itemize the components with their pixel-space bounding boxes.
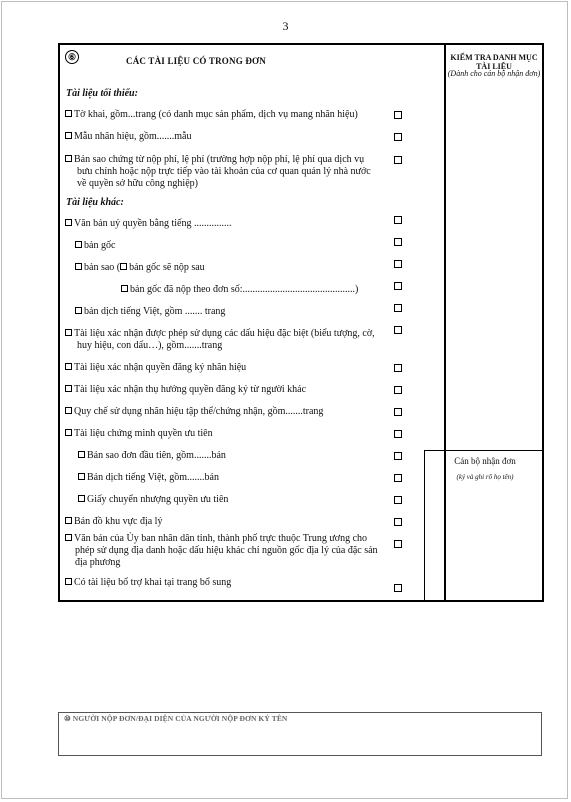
check-poa-copy[interactable]	[394, 260, 402, 268]
item-mark-sample: Mẫu nhãn hiệu, gồm.......mẫu	[65, 131, 191, 143]
item-map: Bản đồ khu vực địa lý	[65, 516, 162, 528]
applicant-signature-box[interactable]	[58, 712, 542, 756]
check-power-of-attorney[interactable]	[394, 216, 402, 224]
checkbox[interactable]	[65, 219, 72, 226]
item-supplement: Có tài liệu bổ trợ khai tại trang bổ sung	[65, 577, 231, 589]
receiver-signature-box[interactable]	[424, 450, 544, 600]
checkbox[interactable]	[75, 263, 82, 270]
check-priority[interactable]	[394, 430, 402, 438]
page-number: 3	[282, 19, 289, 33]
item-registration-right: Tài liệu xác nhận quyền đăng ký nhãn hiệu	[65, 362, 246, 374]
checkbox[interactable]	[78, 451, 85, 458]
check-priority-translation[interactable]	[394, 474, 402, 482]
item-assignment: Tài liệu xác nhận thụ hưởng quyền đăng ký từ người khác	[65, 384, 306, 396]
item-poa-translation: bản dịch tiếng Việt, gồm ....... trang	[75, 306, 225, 318]
checkbox[interactable]	[78, 473, 85, 480]
check-permission[interactable]	[394, 540, 402, 548]
checkbox[interactable]	[65, 363, 72, 370]
item-permission: Văn bản của Ủy ban nhân dân tỉnh, thành phố trực thuộc Trung ương cho phép sử dụng địa danh hoặc dấu hiệu khác chỉ nguồn gốc địa lý của đặc sản địa phương	[65, 533, 378, 569]
check-mark-sample[interactable]	[394, 133, 402, 141]
item-special-signs: Tài liệu xác nhận được phép sử dụng các dấu hiệu đặc biệt (biểu tượng, cờ, huy hiệu, con dấu…), gồm.......trang	[65, 328, 375, 352]
checkbox[interactable]	[65, 329, 72, 336]
item-priority-translation: Bản dịch tiếng Việt, gồm.......bản	[78, 472, 219, 484]
item-priority-copy: Bản sao đơn đầu tiên, gồm.......bản	[78, 450, 226, 462]
checkbox[interactable]	[65, 429, 72, 436]
check-column-title: KIỂM TRA DANH MỤC TÀI LIỆU	[450, 53, 538, 71]
check-supplement[interactable]	[394, 584, 402, 592]
check-assignment[interactable]	[394, 386, 402, 394]
minimum-documents-label: Tài liệu tối thiểu:	[66, 88, 138, 99]
check-fee-receipt[interactable]	[394, 156, 402, 164]
checkbox[interactable]	[65, 110, 72, 117]
item-poa-original: bản gốc	[75, 240, 115, 252]
check-poa-copy-filed[interactable]	[394, 282, 402, 290]
check-special-signs[interactable]	[394, 326, 402, 334]
item-poa-copy: bản sao ( bản gốc sẽ nộp sau	[75, 262, 205, 274]
checkbox[interactable]	[65, 517, 72, 524]
documents-section	[58, 43, 544, 602]
checkbox[interactable]	[121, 285, 128, 292]
checkbox[interactable]	[65, 385, 72, 392]
item-regulation: Quy chế sử dụng nhãn hiệu tập thể/chứng nhận, gồm.......trang	[65, 406, 323, 418]
receiver-note: (ký và ghi rõ họ tên)	[456, 473, 514, 481]
checkbox[interactable]	[120, 263, 127, 270]
checkbox[interactable]	[65, 534, 72, 541]
checkbox[interactable]	[65, 155, 72, 162]
check-registration-right[interactable]	[394, 364, 402, 372]
checkbox[interactable]	[75, 241, 82, 248]
check-regulation[interactable]	[394, 408, 402, 416]
item-poa-copy-filed: bản gốc đã nộp theo đơn số:.............................................)	[121, 284, 358, 296]
check-priority-copy[interactable]	[394, 452, 402, 460]
check-column-subtitle: (Dành cho cán bộ nhận đơn)	[447, 69, 541, 78]
checkbox[interactable]	[78, 495, 85, 502]
check-declaration[interactable]	[394, 111, 402, 119]
checkbox[interactable]	[65, 578, 72, 585]
applicant-signature-label: ⑩ NGƯỜI NỘP ĐƠN/ĐẠI DIỆN CỦA NGƯỜI NỘP ĐƠN KÝ TÊN	[64, 714, 288, 723]
item-power-of-attorney: Văn bản uỷ quyền bằng tiếng ...............	[65, 218, 231, 230]
item-priority: Tài liệu chứng minh quyền ưu tiên	[65, 428, 213, 440]
checkbox[interactable]	[65, 132, 72, 139]
item-declaration: Tờ khai, gồm...trang (có danh mục sản phẩm, dịch vụ mang nhãn hiệu)	[65, 109, 358, 121]
other-documents-label: Tài liệu khác:	[66, 197, 124, 208]
check-map[interactable]	[394, 518, 402, 526]
check-poa-original[interactable]	[394, 238, 402, 246]
receiver-title: Cán bộ nhận đơn	[454, 456, 516, 466]
item-fee-receipt: Bản sao chứng từ nộp phí, lệ phí (trường hợp nộp phí, lệ phí qua dịch vụ bưu chính hoặc nộp trực tiếp vào tài khoản của cơ quan quản lý nhà nước về quyền sở hữu công nghiệp)	[65, 154, 371, 190]
item-priority-transfer: Giấy chuyển nhượng quyền ưu tiên	[78, 494, 228, 506]
section-number: ⑥	[65, 50, 79, 64]
checkbox[interactable]	[75, 307, 82, 314]
check-poa-translation[interactable]	[394, 304, 402, 312]
check-priority-transfer[interactable]	[394, 496, 402, 504]
checkbox[interactable]	[65, 407, 72, 414]
section-title: CÁC TÀI LIỆU CÓ TRONG ĐƠN	[126, 56, 266, 66]
